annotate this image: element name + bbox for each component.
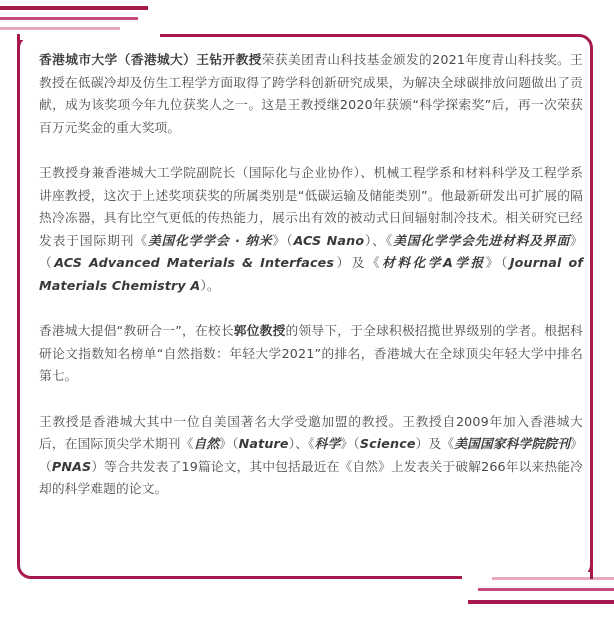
- journal-pnas-en: PNAS: [51, 458, 92, 474]
- journal-science-en: Science: [359, 436, 416, 452]
- journal-2-cn: 美国化学学会先进材料及界面: [393, 232, 571, 248]
- sep: 》（: [39, 436, 583, 474]
- paragraph-2: [39, 162, 583, 298]
- sep: ）、《: [288, 436, 315, 452]
- paragraph-4: [39, 411, 583, 501]
- president-name: 郭位教授: [233, 323, 286, 339]
- sep: 》（: [39, 232, 584, 271]
- sep: 》（: [485, 255, 510, 271]
- decor-stripe-bottom-1: [492, 577, 614, 580]
- paragraph-1-text: 荣获美团青山科技基金颁发的2021年度青山科技奖。王教授在低碳冷却及仿生工程学方面取得了跨学科创新研究成果，为解决全球碳排放问题做出了贡献，成为该奖项今年九位获奖人之一。这是王教授继2020年获颁“科学探索奖”后，再一次荣获百万元奖金的重大奖项。: [39, 52, 583, 135]
- decor-stripe-bottom-3: [468, 600, 614, 604]
- sep: ）及《: [415, 436, 455, 452]
- journal-nature-cn: 自然: [193, 436, 220, 452]
- award-winner-intro: 香港城市大学（香港城大）王钻开教授: [39, 52, 262, 67]
- paragraph-4-text-a: 王教授是香港城大其中一位自美国著名大学受邀加盟的教授。王教授自2009年加入香港城大后，在国际顶尖学术期刊《: [39, 413, 583, 452]
- paragraph-1: [39, 49, 583, 139]
- decor-stripe-top-1: [0, 6, 148, 10]
- journal-3-cn: 材料化学A学报: [382, 255, 486, 271]
- paragraph-3: [39, 320, 583, 388]
- journal-pnas-cn: 美国国家科学院院刊: [454, 436, 571, 452]
- sep: ）及《: [334, 255, 383, 271]
- journal-science-cn: 科学: [314, 436, 341, 452]
- journal-1-en: ACS Nano: [293, 232, 365, 248]
- sep: ）、《: [364, 232, 394, 248]
- decor-stripe-top-2: [0, 17, 138, 20]
- decor-stripe-top-3: [0, 27, 120, 30]
- article-body: [39, 49, 583, 501]
- paragraph-3-text-b: 的领导下，于全球积极招揽世界级别的学者。根据科研论文指数知名榜单“自然指数：年轻大学2021”的排名，香港城大在全球顶尖年轻大学中排名第七。: [39, 323, 583, 384]
- paragraph-3-text-a: 香港城大提倡“教研合一”，在校长: [39, 323, 234, 339]
- sep: 》（: [219, 436, 239, 452]
- paragraph-4-text-b: ）等合共发表了19篇论文，其中包括最近在《自然》上发表关于破解266年以来热能冷却的科学难题的论文。: [39, 458, 583, 497]
- journal-3-en: Journal of Materials Chemistry A: [39, 255, 583, 293]
- journal-1-cn: 美国化学学会 · 纳米: [147, 232, 273, 248]
- journal-2-en: ACS Advanced Materials & Interfaces: [54, 255, 335, 271]
- paragraph-2-text: 王教授身兼香港城大工学院副院长（国际化与企业协作）、机械工程学系和材料科学及工程学系讲座教授，这次于上述奖项获奖的所属类别是“低碳运输及储能类别”。他最新研发出可扩展的隔热冷冻器，具有比空气更低的传热能力，展示出有效的被动式日间辐射制冷技术。相关研究已经发表于国际期刊《: [39, 164, 583, 248]
- sep: 》（: [272, 232, 294, 248]
- sep: 》（: [340, 436, 360, 452]
- decor-stripe-bottom-2: [478, 588, 614, 591]
- frame-left-edge-top: [17, 34, 20, 74]
- sep: ）。: [200, 277, 220, 293]
- journal-nature-en: Nature: [238, 436, 289, 452]
- frame-right-edge-bottom: [590, 540, 593, 579]
